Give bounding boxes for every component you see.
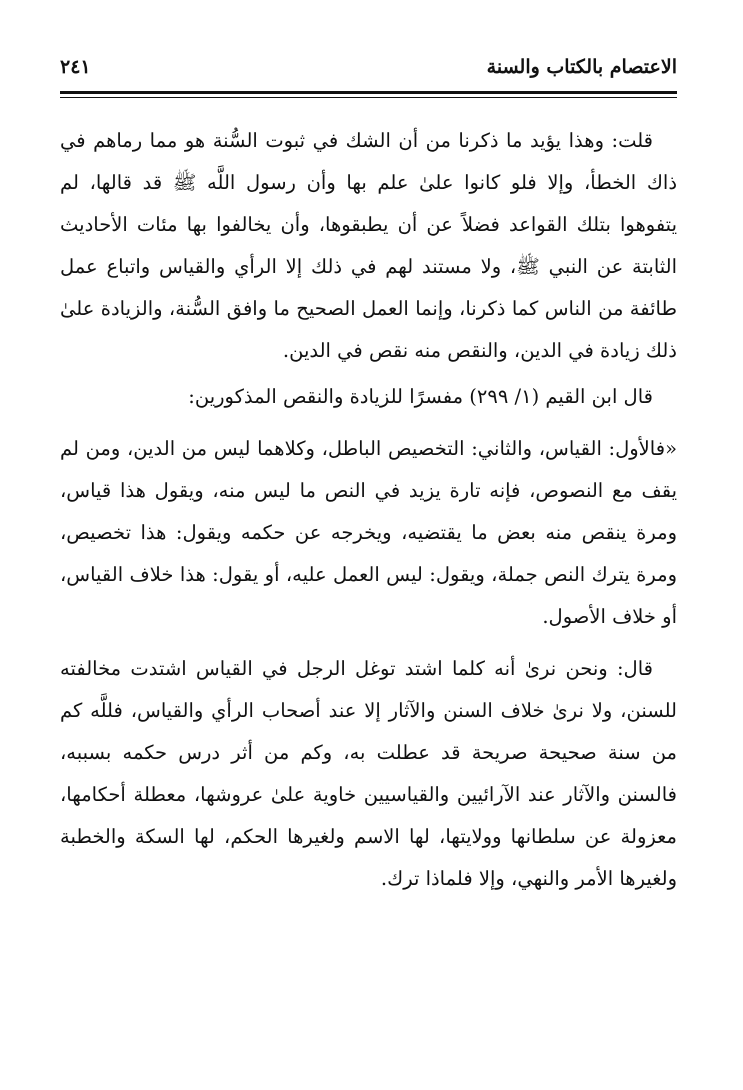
paragraph-1: قلت: وهذا يؤيد ما ذكرنا من أن الشك في ثبوت السُّنة هو مما رماهم في ذاك الخطأ، وإلا فلو كانوا علىٰ علم بها وأن رسول اللَّه ﷺ قد قالها، لم يتفوهوا بتلك القواعد فضلاً عن أن يطبقوها، وأن يخالفوا بها مئات الأحاديث الثابتة عن النبي ﷺ، ولا مستند لهم في ذلك إلا الرأي والقياس واتباع عمل طائفة من الناس كما ذكرنا، وإنما العمل الصحيح ما وافق السُّنة، والزيادة علىٰ ذلك زيادة في الدين، والنقص منه نقص في الدين.	[60, 129, 678, 362]
paragraph-4: قال: ونحن نرىٰ أنه كلما اشتد توغل الرجل في القياس اشتدت مخالفته للسنن، ولا نرىٰ خلاف السنن والآثار إلا عند أصحاب الرأي والقياس، فللَّه كم من سنة صحيحة صريحة قد عطلت به، وكم من أثر درس حكمه بسببه، فالسنن والآثار عند الآرائيين والقياسيين خاوية علىٰ عروشها، معطلة أحكامها، معزولة عن سلطانها وولايتها، لها الاسم ولغيرها الحكم، لها السكة والخطبة ولغيرها الأمر والنهي، وإلا فلماذا ترك.	[60, 657, 677, 890]
header-rule-thick	[60, 91, 677, 94]
running-title: الاعتصام بالكتاب والسنة	[486, 56, 677, 78]
header-rule-thin	[60, 97, 677, 98]
page-body	[60, 120, 677, 900]
paragraph-2: قال ابن القيم (١/ ٢٩٩) مفسرًا للزيادة والنقص المذكورين:	[188, 385, 653, 408]
page-number: ٢٤١	[60, 56, 91, 78]
paragraph-3-quote: «فالأول: القياس، والثاني: التخصيص الباطل، وكلاهما ليس من الدين، ومن لم يقف مع النصوص، فإنه تارة يزيد في النص ما ليس منه، ويقول هذا قياس، ومرة ينقص منه بعض ما يقتضيه، ويخرجه عن حكمه ويقول: هذا تخصيص، ومرة يترك النص جملة، ويقول: ليس العمل عليه، أو يقول: هذا خلاف القياس، أو خلاف الأصول.	[60, 437, 677, 628]
page-header	[60, 50, 677, 90]
